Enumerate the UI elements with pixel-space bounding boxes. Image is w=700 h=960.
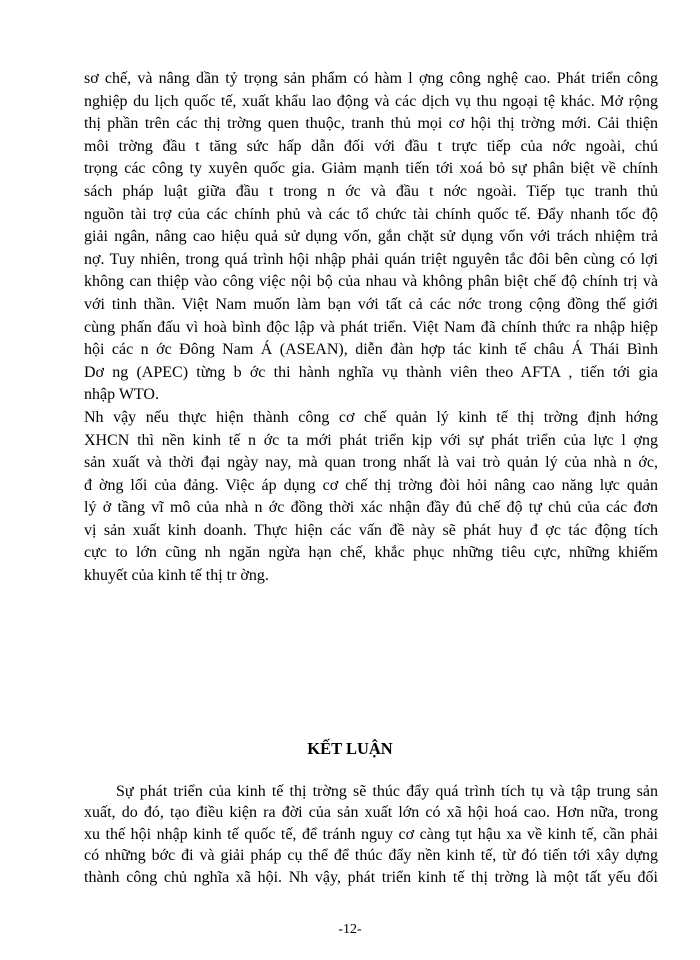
- text-line: trọng các công ty xuyên quốc gia. Giảm mạnh tiến tới xoá bỏ sự phân biệt về chính: [84, 160, 658, 178]
- text-line: vị sản xuất kinh doanh. Thực hiện các vấn đề này sẽ phát huy đ ợc tác động tích: [84, 521, 658, 539]
- paragraph-1: [84, 68, 658, 407]
- text-line: hội các n ớc Đông Nam Á (ASEAN), diễn đàn hợp tác kinh tế châu Á Thái Bình: [84, 341, 658, 359]
- text-line: môi trờng đầu t tăng sức hấp dẫn đối với đầu t trực tiếp của nớc ngoài, chú: [84, 137, 658, 155]
- text-line: sách pháp luật giữa đầu t trong n ớc và đầu t nớc ngoài. Tiếp tục tranh thủ: [84, 182, 658, 200]
- text-line: xu thế hội nhập kinh tế quốc tế, để tránh nguy cơ càng tụt hậu xa về kinh tế, cần phải: [84, 825, 658, 843]
- paragraph-2: [84, 407, 658, 588]
- text-line: XHCN thì nền kinh tế n ớc ta mới phát triển kịp với sự phát triển của lực l ợng: [84, 431, 658, 449]
- text-line: lý ở tầng vĩ mô của nhà n ớc đồng thời xác nhận đầy đủ chế độ tự chủ của các đơn: [84, 499, 658, 517]
- conclusion-paragraph: [84, 781, 658, 888]
- text-line: nhập WTO.: [84, 386, 159, 404]
- text-line: nợ. Tuy nhiên, trong quá trình hội nhập phải quán triệt nguyên tắc đôi bên cùng có lợi: [84, 250, 658, 268]
- text-line: với tinh thần. Việt Nam muốn làm bạn với tất cả các nớc trong cộng đồng thế giới: [84, 295, 658, 313]
- text-line: không can thiệp vào công việc nội bộ của nhau và không phân biệt chế độ chính trị và: [84, 273, 658, 291]
- text-line: đ ờng lối của đảng. Việc áp dụng cơ chế thị trờng đòi hỏi nâng cao năng lực quản: [84, 476, 658, 494]
- text-line: Dơ ng (APEC) từng b ớc thi hành nghĩa vụ thành viên theo AFTA , tiến tới gia: [84, 363, 658, 381]
- text-line: có những bớc đi và giải pháp cụ thể để thúc đẩy nền kinh tế, từ đó tiến tới xây dựng: [84, 847, 658, 865]
- page-number: -12-: [338, 922, 362, 937]
- text-line: cùng phấn đấu vì hoà bình độc lập và phát triển. Việt Nam đã chính thức ra nhập hiệp: [84, 318, 658, 336]
- text-line: Nh vậy nếu thực hiện thành công cơ chế quản lý kinh tế thị trờng định hớng: [84, 408, 658, 426]
- body-text: [84, 68, 658, 588]
- section-heading: KẾT LUẬN: [307, 739, 393, 758]
- text-line: thị phần trên các thị trờng quen thuộc, tranh thủ mọi cơ hội thị trờng mới. Cải thiện: [84, 115, 658, 133]
- text-line: nghiệp du lịch quốc tế, xuất khẩu lao động và các dịch vụ thu ngoại tệ khác. Mở rộng: [84, 92, 658, 110]
- text-line: giải ngân, nâng cao hiệu quả sử dụng vốn, gắn chặt sử dụng vốn với trách nhiệm trả: [84, 228, 658, 246]
- text-line: xuất, do đó, tạo điều kiện ra đời của sản xuất lớn có xã hội hoá cao. Hơn nữa, trong: [84, 804, 658, 822]
- text-line: nguồn tài trợ của các chính phủ và các tổ chức tài chính quốc tế. Đẩy nhanh tốc độ: [84, 205, 658, 223]
- text-line: cực to lớn cũng nh ngăn ngừa hạn chế, khắc phục những tiêu cực, những khiếm: [84, 544, 658, 562]
- text-line: sơ chế, và nâng dần tỷ trọng sản phẩm có hàm l ợng công nghệ cao. Phát triển công: [84, 70, 658, 87]
- text-line: khuyết của kinh tế thị tr ờng.: [84, 567, 269, 585]
- text-line: sản xuất và thời đại ngày nay, mà quan trong nhất là vai trò quản lý của nhà n ớc,: [84, 454, 658, 472]
- text-line: Sự phát triển của kinh tế thị trờng sẽ thúc đẩy quá trình tích tụ và tập trung sản: [116, 783, 658, 800]
- text-line: thành công chủ nghĩa xã hội. Nh vậy, phát triển kinh tế thị trờng là một tất yếu đối: [84, 868, 658, 886]
